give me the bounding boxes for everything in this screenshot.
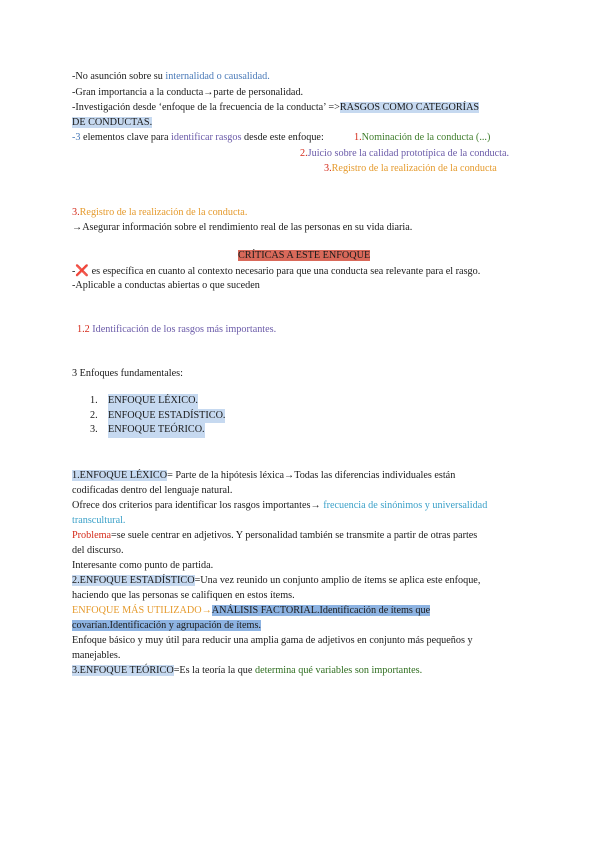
section-title: Identificación de los rasgos más importantes. [89,324,277,335]
text: - [72,266,76,277]
list-item [90,423,225,438]
teorico-heading [72,664,422,677]
list-number: 2. [90,409,98,421]
list-number: 1. [90,395,98,406]
list-item [90,394,225,409]
estadistico-mas [72,604,430,617]
text: = Parte de la hipótesis léxica→Todas las diferencias individuales están [167,470,456,481]
section-heading [77,323,276,336]
number-red: 3. [324,163,332,174]
text: -No asunción sobre su [72,71,166,82]
list-number: 3. [90,424,98,435]
lexico-line: codificadas dentro del lenguaje natural. [72,485,233,496]
paragraph-critica-2: -Aplicable a conductas abiertas o que suceden [72,280,260,291]
highlight-red: CRÍTICAS A ESTE ENFOQUE [238,250,371,261]
text: =Una vez reunido un conjunto amplio de ítems se aplica este enfoque, [194,575,481,586]
highlight-teorico: 3.ENFOQUE TEÓRICO [72,665,174,676]
paragraph-critica-1 [72,264,480,278]
text-orange: ENFOQUE MÁS UTILIZADO [72,605,202,616]
text: elementos clave para [80,132,172,143]
lexico-heading [72,469,455,482]
enfoques-list [90,394,225,438]
estadistico-covarian [72,619,261,632]
text-green: Nominación de la conducta (...) [361,132,491,143]
estadistico-manejables: manejables. [72,650,121,661]
text-orange: Registro de la realización de la conducta [331,163,497,174]
text: Ofrece dos criterios para identificar los rasgos importantes→ [72,500,324,511]
list-label: ENFOQUE LÉXICO. [108,394,198,409]
text: desde este enfoque: [241,132,324,143]
text-purple: Juicio sobre la calidad prototípica de la conducta. [307,148,510,159]
lexico-transcultural [72,514,125,527]
cross-mark-icon: ❌ [75,264,90,277]
list-label: ENFOQUE TEÓRICO. [108,423,205,438]
paragraph-investigacion-cont [72,116,152,129]
element-3 [324,162,497,175]
number-red: 3. [72,207,80,218]
arrow-icon: → [201,605,212,616]
text-green: determina qué variables son importantes. [254,665,423,676]
text: =Es la teoría la que [173,665,255,676]
text-teal: transcultural. [72,515,126,526]
highlight-estadistico: 2.ENFOQUE ESTADÍSTICO [72,575,195,586]
list-item [90,409,225,424]
list-label: ENFOQUE ESTADÍSTICO. [108,409,225,424]
paragraph-investigacion [72,101,479,114]
text-blue: internalidad o causalidad. [165,71,270,82]
lexico-criterios [72,499,487,512]
estadistico-basico: Enfoque básico y muy útil para reducir una amplia gama de adjetivos en conjunto más pequeños y [72,635,473,646]
text-blue: -3 [72,132,81,143]
lexico-discurso: del discurso. [72,545,124,556]
paragraph-conducta: -Gran importancia a la conducta→parte de personalidad. [72,87,304,98]
paragraph-asegurar: →Asegurar información sobre el rendimiento real de las personas en su vida diaria. [72,222,413,233]
lexico-problema [72,529,477,542]
text-orange: Registro de la realización de la conducta. [79,207,248,218]
element-2 [300,147,509,160]
text-purple: identificar rasgos [171,132,242,143]
highlight-conductas: DE CONDUCTAS. [72,117,153,128]
paragraph-internalidad [72,70,270,83]
text: -Investigación desde ‘enfoque de la frecuencia de la conducta’ => [72,102,340,113]
highlight-rasgos: RASGOS COMO CATEGORÍAS [339,102,480,113]
number-red: 1. [354,132,362,143]
estadistico-heading [72,574,480,587]
text: =se suele centrar en adjetivos. Y personalidad también se transmite a partir de otras partes [111,530,478,541]
text: es específica en cuanto al contexto necesario para que una conducta sea relevante para el rasgo. [89,266,481,277]
highlight-factorial: ANÁLISIS FACTORIAL.Identificación de ítems que [211,605,431,616]
criticas-heading [238,249,370,262]
enfoques-title: 3 Enfoques fundamentales: [72,368,183,379]
highlight-lexico: 1.ENFOQUE LÉXICO [72,470,168,481]
number-red: 2. [300,148,308,159]
text-teal: frecuencia de sinónimos y universalidad [323,500,488,511]
estadistico-line: haciendo que las personas se califiquen en estos ítems. [72,590,295,601]
lexico-interesante: Interesante como punto de partida. [72,560,214,571]
paragraph-elementos [72,131,324,144]
section-number: 1.2 [77,324,90,335]
highlight-covarian: covarían.Identificación y agrupación de ítems. [72,620,261,631]
element-1 [354,131,490,144]
text-red: Problema [72,530,112,541]
registro-heading [72,206,247,219]
